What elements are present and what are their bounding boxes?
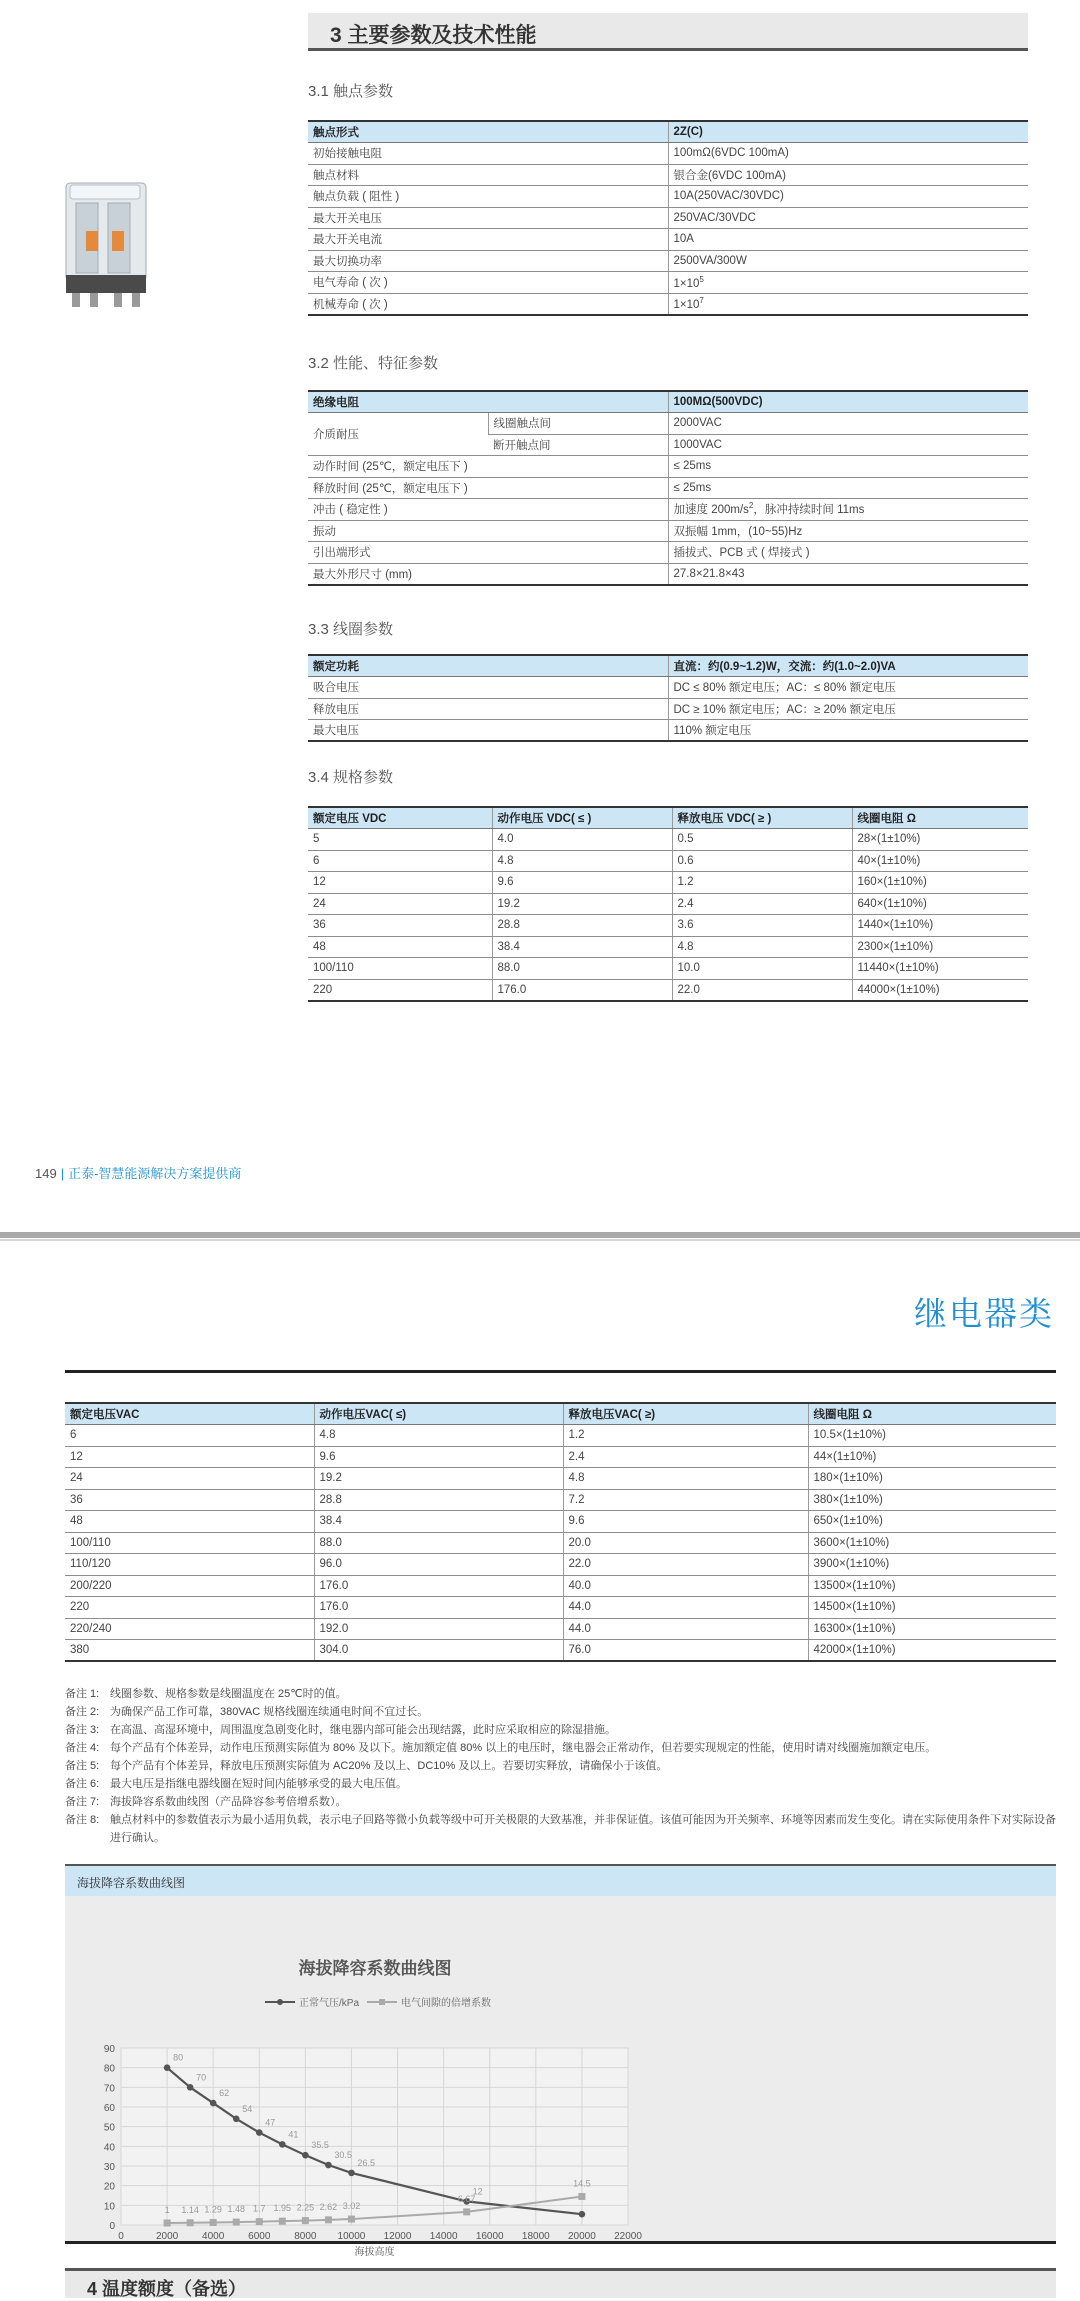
cell: 2.4: [672, 893, 852, 915]
data-label: 26.5: [357, 2157, 375, 2168]
note-item: [65, 1793, 1060, 1811]
data-point: [233, 2219, 240, 2226]
header-cell: 释放电压VAC( ≥): [563, 1403, 808, 1425]
note-key: 备注 5:: [65, 1760, 100, 1772]
header-cell: 额定功耗: [308, 655, 668, 677]
data-point: [325, 2216, 332, 2223]
cell: 38.4: [492, 936, 672, 958]
x-tick-label: 12000: [383, 2231, 412, 2242]
cell: DC ≥ 10% 额定电压；AC：≥ 20% 额定电压: [668, 698, 1028, 720]
table-row: [308, 936, 1028, 958]
cell: DC ≤ 80% 额定电压；AC：≤ 80% 额定电压: [668, 677, 1028, 699]
chart-panel: [65, 1864, 1056, 2258]
chart-panel-title: 海拔降容系数曲线图: [77, 1876, 186, 1890]
page-divider: [0, 1232, 1080, 1238]
cell: 6: [65, 1425, 314, 1447]
table-row: [308, 542, 1028, 564]
data-label: 6.67: [457, 2193, 476, 2204]
cell: 380×(1±10%): [808, 1489, 1056, 1511]
table-row: [308, 915, 1028, 937]
table-header-row: [308, 655, 1028, 677]
cell: 2500VA/300W: [668, 250, 1028, 272]
data-label: 54: [242, 2103, 253, 2114]
cell: 6: [308, 850, 492, 872]
section-title: 3 主要参数及技术性能: [330, 24, 537, 47]
cell: 吸合电压: [308, 677, 668, 699]
cell: 1440×(1±10%): [852, 915, 1028, 937]
data-point: [302, 2152, 309, 2159]
data-label: 1.7: [253, 2203, 266, 2214]
table-row: [308, 958, 1028, 980]
cell: 100mΩ(6VDC 100mA): [668, 143, 1028, 165]
cell: $1\times 10^5$: [668, 272, 1028, 294]
y-tick-label: 20: [103, 2181, 115, 2193]
cell: 0.5: [672, 829, 852, 851]
cell: 加速度 $200m/s^2$，脉冲持续时间 11ms: [668, 499, 1028, 521]
cell: 42000×(1±10%): [808, 1640, 1056, 1662]
cell: 176.0: [492, 979, 672, 1001]
table-row: [308, 499, 1028, 521]
data-label: 3.02: [342, 2201, 361, 2212]
x-tick-label: 8000: [294, 2231, 317, 2242]
cell: 250VAC/30VDC: [668, 207, 1028, 229]
data-point: [279, 2218, 286, 2225]
data-point: [187, 2219, 194, 2226]
table-row: [65, 1618, 1056, 1640]
cell: 最大外形尺寸 (mm): [308, 563, 668, 585]
page-divider-light: [0, 1239, 1080, 1241]
cell: 110% 额定电压: [668, 720, 1028, 742]
header-cell: 额定电压VAC: [65, 1403, 314, 1425]
y-tick-label: 50: [103, 2122, 115, 2134]
data-point: [210, 2100, 217, 2107]
data-label: 30.5: [334, 2150, 352, 2161]
x-tick-label: 2000: [155, 2231, 179, 2242]
cell: 110/120: [65, 1554, 314, 1576]
table-row: [308, 272, 1028, 294]
header-cell: 触点形式: [308, 121, 668, 143]
table-row: [308, 477, 1028, 499]
legend-marker: [277, 1999, 283, 2005]
x-tick-label: 10000: [337, 2231, 366, 2242]
table-row: [65, 1554, 1056, 1576]
y-tick-label: 80: [103, 2063, 115, 2075]
table-row: [308, 979, 1028, 1001]
x-tick-label: 20000: [568, 2231, 596, 2242]
y-tick-label: 30: [103, 2162, 115, 2173]
note-key: 备注 7:: [65, 1796, 100, 1808]
data-label: 1.95: [273, 2203, 292, 2214]
coil-params-heading: 3.3 线圈参数: [308, 621, 394, 638]
note-item: [65, 1757, 1060, 1775]
y-tick-label: 40: [103, 2142, 115, 2154]
cell: 192.0: [314, 1618, 563, 1640]
cell: 76.0: [563, 1640, 808, 1662]
table-row: [308, 207, 1028, 229]
note-key: 备注 4:: [65, 1742, 100, 1754]
table-row: [308, 563, 1028, 585]
page-footer: [35, 1163, 241, 1182]
cell: 3900×(1±10%): [808, 1554, 1056, 1576]
cell: 220: [308, 979, 492, 1001]
cell: 12: [65, 1446, 314, 1468]
table-header-row: [308, 121, 1028, 143]
data-point: [348, 2216, 355, 2223]
cell: 插拔式、PCB 式 ( 焊接式 ): [668, 542, 1028, 564]
table-row: [308, 872, 1028, 894]
note-item: [65, 1685, 1060, 1703]
table-row: [308, 186, 1028, 208]
cell: 19.2: [492, 893, 672, 915]
note-key: 备注 3:: [65, 1724, 100, 1736]
cell: 88.0: [314, 1532, 563, 1554]
spec-ac-table: [65, 1402, 1056, 1662]
cell: 13500×(1±10%): [808, 1575, 1056, 1597]
table-row: [308, 164, 1028, 186]
cell: 44.0: [563, 1597, 808, 1619]
header-cell: 线圈电阻 Ω: [808, 1403, 1056, 1425]
cell: 220: [65, 1597, 314, 1619]
legend-marker: [379, 1999, 385, 2005]
cell: 12: [308, 872, 492, 894]
cell: $1\times 10^7$: [668, 293, 1028, 315]
data-point: [325, 2162, 332, 2169]
cell: 180×(1±10%): [808, 1468, 1056, 1490]
cell: 28.8: [492, 915, 672, 937]
table-row: [65, 1640, 1056, 1662]
note-text: 每个产品有个体差异，释放电压预测实际值为 AC20% 及以上、DC10% 及以上。若要切实释放，请确保小于该值。: [110, 1760, 668, 1772]
table-header-row: [308, 391, 1028, 413]
note-text: 为确保产品工作可靠，380VAC 规格线圈连续通电时间不宜过长。: [110, 1706, 429, 1718]
next-section-title: 4 温度额度（备选）: [87, 2279, 247, 2299]
cell: 3.6: [672, 915, 852, 937]
cell: 28.8: [314, 1489, 563, 1511]
cell: 20.0: [563, 1532, 808, 1554]
performance-params-heading: 3.2 性能、特征参数: [308, 355, 439, 372]
spec-params-heading: 3.4 规格参数: [308, 769, 394, 786]
cell: 36: [308, 915, 492, 937]
cell: 100/110: [65, 1532, 314, 1554]
cell: 380: [65, 1640, 314, 1662]
x-tick-label: 18000: [521, 2231, 550, 2242]
cell: 1.2: [672, 872, 852, 894]
page-number: 149: [35, 1166, 57, 1181]
data-label: 2.25: [296, 2202, 315, 2213]
note-text: 海拔降容系数曲线图（产品降容参考倍增系数）。: [110, 1796, 347, 1808]
data-point: [579, 2211, 586, 2218]
cell: 1000VAC: [668, 434, 1028, 456]
category-title: 继电器类: [914, 1295, 1054, 1332]
cell: 27.8×21.8×43: [668, 563, 1028, 585]
data-point: [578, 2193, 585, 2200]
performance-params-table: [308, 390, 1028, 586]
table-row: [308, 698, 1028, 720]
data-point: [164, 2064, 171, 2071]
cell: 0.6: [672, 850, 852, 872]
cell: 10.5×(1±10%): [808, 1425, 1056, 1447]
note-key: 备注 6:: [65, 1778, 100, 1790]
note-item: [65, 1739, 1060, 1757]
note-item: [65, 1811, 1060, 1847]
legend-label: 正常气压/kPa: [299, 1998, 360, 2009]
cell: 振动: [308, 520, 668, 542]
x-tick-label: 16000: [475, 2231, 504, 2242]
cell: 释放时间 (25℃，额定电压下 ): [308, 477, 668, 499]
table-row: [308, 677, 1028, 699]
table-row: [65, 1532, 1056, 1554]
data-point: [302, 2217, 309, 2224]
note-item: [65, 1703, 1060, 1721]
table-row: [308, 720, 1028, 742]
header-cell: 额定电压 VDC: [308, 807, 492, 829]
coil-params-table: [308, 654, 1028, 742]
note-key: 备注 1:: [65, 1688, 100, 1700]
cell: 24: [308, 893, 492, 915]
cell: 48: [65, 1511, 314, 1533]
header-cell: 动作电压 VDC( ≤ ): [492, 807, 672, 829]
legend-label: 电气间隙的倍增系数: [401, 1998, 491, 2009]
note-text: 触点材料中的参数值表示为最小适用负载，表示电子回路等微小负载等级中可开关极限的大致基准，并非保证值。该值可能因为开关频率、环境等因素而发生变化。请在实际使用条件下对实际设备进行确认。: [110, 1814, 1056, 1844]
x-tick-label: 0: [118, 2231, 124, 2242]
header-cell: 动作电压VAC( ≤): [314, 1403, 563, 1425]
data-label: 35.5: [311, 2140, 329, 2151]
cell: 88.0: [492, 958, 672, 980]
cell: 22.0: [672, 979, 852, 1001]
data-label: 12: [472, 2186, 483, 2197]
cell: 9.6: [563, 1511, 808, 1533]
data-label: 62: [219, 2088, 230, 2099]
cell: 线圈触点间: [488, 413, 668, 435]
y-tick-label: 10: [103, 2201, 115, 2213]
note-text: 最大电压是指继电器线圈在短时间内能够承受的最大电压值。: [110, 1778, 407, 1790]
table-row: [65, 1597, 1056, 1619]
cell: 38.4: [314, 1511, 563, 1533]
table-row: [308, 229, 1028, 251]
y-tick-label: 70: [103, 2083, 115, 2095]
cell: 640×(1±10%): [852, 893, 1028, 915]
cell: 4.8: [563, 1468, 808, 1490]
cell: 22.0: [563, 1554, 808, 1576]
x-tick-label: 14000: [429, 2231, 458, 2242]
table-header-row: [308, 807, 1028, 829]
cell: 最大开关电流: [308, 229, 668, 251]
cell: 1.2: [563, 1425, 808, 1447]
cell: 44.0: [563, 1618, 808, 1640]
section-banner: [308, 13, 1028, 51]
x-axis-label: 海拔高度: [354, 2247, 395, 2258]
top-rule: [65, 1370, 1056, 1373]
cell: 650×(1±10%): [808, 1511, 1056, 1533]
cell: 2000VAC: [668, 413, 1028, 435]
y-tick-label: 60: [103, 2103, 115, 2114]
y-tick-label: 0: [109, 2221, 115, 2232]
cell: 176.0: [314, 1597, 563, 1619]
data-label: 1.29: [204, 2204, 222, 2215]
cell: 4.0: [492, 829, 672, 851]
data-point: [279, 2141, 286, 2148]
header-cell: 线圈电阻 Ω: [852, 807, 1028, 829]
chart-title: 海拔降容系数曲线图: [298, 1959, 452, 1978]
cell: 10A(250VAC/30VDC): [668, 186, 1028, 208]
cell: 10.0: [672, 958, 852, 980]
contact-params-table: [308, 120, 1028, 316]
x-tick-label: 6000: [248, 2231, 271, 2242]
cell: 100/110: [308, 958, 492, 980]
cell: 双振幅 1mm，(10~55)Hz: [668, 520, 1028, 542]
cell: 释放电压: [308, 698, 668, 720]
cell: 24: [65, 1468, 314, 1490]
data-point: [187, 2084, 194, 2091]
cell: 11440×(1±10%): [852, 958, 1028, 980]
cell: 14500×(1±10%): [808, 1597, 1056, 1619]
cell: 16300×(1±10%): [808, 1618, 1056, 1640]
data-label: 41: [288, 2129, 299, 2140]
data-point: [233, 2116, 240, 2123]
footer-separator: |: [60, 1166, 65, 1181]
cell: 19.2: [314, 1468, 563, 1490]
cell: 304.0: [314, 1640, 563, 1662]
note-key: 备注 2:: [65, 1706, 100, 1718]
cell: 2.4: [563, 1446, 808, 1468]
cell: 动作时间 (25℃，额定电压下 ): [308, 456, 668, 478]
cell: 4.8: [492, 850, 672, 872]
data-label: 1.48: [227, 2204, 245, 2215]
note-text: 每个产品有个体差异，动作电压预测实际值为 80% 及以下。施加额定值 80% 以上的电压时，继电器会正常动作，但若要实现规定的性能，使用时请对线圈施加额定电压。: [110, 1742, 937, 1754]
cell: 初始接触电阻: [308, 143, 668, 165]
cell: 9.6: [492, 872, 672, 894]
cell: 36: [65, 1489, 314, 1511]
cell: 机械寿命 ( 次 ): [308, 293, 668, 315]
cell: 4.8: [314, 1425, 563, 1447]
cell: 48: [308, 936, 492, 958]
contact-params-heading: 3.1 触点参数: [308, 83, 394, 100]
cell: 最大电压: [308, 720, 668, 742]
table-row: [308, 250, 1028, 272]
cell: 引出端形式: [308, 542, 668, 564]
table-row: [308, 143, 1028, 165]
chart-panel-header: [65, 1864, 1056, 1896]
table-row: [308, 413, 1028, 435]
header-cell: 直流：约(0.9~1.2)W，交流：约(1.0~2.0)VA: [668, 655, 1028, 677]
cell: 40.0: [563, 1575, 808, 1597]
table-header-row: [65, 1403, 1056, 1425]
x-tick-label: 22000: [614, 2231, 642, 2242]
table-row: [65, 1446, 1056, 1468]
cell: 96.0: [314, 1554, 563, 1576]
y-tick-label: 90: [103, 2044, 115, 2055]
cell: 9.6: [314, 1446, 563, 1468]
data-label: 80: [173, 2052, 184, 2063]
cell: 44000×(1±10%): [852, 979, 1028, 1001]
cell: 2300×(1±10%): [852, 936, 1028, 958]
cell: 冲击 ( 稳定性 ): [308, 499, 668, 521]
cell: 28×(1±10%): [852, 829, 1028, 851]
table-row: [65, 1575, 1056, 1597]
header-cell: 释放电压 VDC( ≥ ): [672, 807, 852, 829]
data-point: [164, 2220, 171, 2227]
cell: ≤ 25ms: [668, 477, 1028, 499]
data-point: [256, 2218, 263, 2225]
footer-brand: 正泰-智慧能源解决方案提供商: [68, 1166, 242, 1181]
note-item: [65, 1775, 1060, 1793]
data-point: [348, 2170, 355, 2177]
cell: ≤ 25ms: [668, 456, 1028, 478]
note-text: 线圈参数、规格参数是线圈温度在 25℃时的值。: [110, 1688, 347, 1700]
cell: 5: [308, 829, 492, 851]
table-row: [65, 1511, 1056, 1533]
note-key: 备注 8:: [65, 1814, 100, 1826]
table-row: [308, 829, 1028, 851]
table-row: [65, 1489, 1056, 1511]
cell: 介质耐压: [308, 413, 488, 456]
cell: 电气寿命 ( 次 ): [308, 272, 668, 294]
table-row: [308, 520, 1028, 542]
table-row: [308, 893, 1028, 915]
cell: 4.8: [672, 936, 852, 958]
table-row: [308, 850, 1028, 872]
next-section-banner: [65, 2268, 1056, 2298]
altitude-derating-chart: [65, 1896, 1056, 2258]
cell: 176.0: [314, 1575, 563, 1597]
header-cell: 2Z(C): [668, 121, 1028, 143]
cell: 触点材料: [308, 164, 668, 186]
table-row: [65, 1425, 1056, 1447]
notes-list: [65, 1685, 1060, 1847]
cell: 断开触点间: [488, 434, 668, 456]
data-label: 70: [196, 2072, 207, 2083]
cell: 40×(1±10%): [852, 850, 1028, 872]
data-label: 1: [164, 2205, 170, 2216]
cell: 7.2: [563, 1489, 808, 1511]
cell: 160×(1±10%): [852, 872, 1028, 894]
data-label: 14.5: [573, 2178, 591, 2189]
spec-dc-table: [308, 806, 1028, 1002]
cell: 200/220: [65, 1575, 314, 1597]
cell: 触点负载 ( 阻性 ): [308, 186, 668, 208]
table-row: [65, 1468, 1056, 1490]
note-item: [65, 1721, 1060, 1739]
cell: 3600×(1±10%): [808, 1532, 1056, 1554]
data-label: 1.14: [181, 2204, 199, 2215]
data-point: [256, 2129, 263, 2136]
table-row: [308, 456, 1028, 478]
data-point: [463, 2208, 470, 2215]
cell: 10A: [668, 229, 1028, 251]
cell: 最大开关电压: [308, 207, 668, 229]
data-label: 2.62: [319, 2201, 338, 2212]
data-label: 47: [265, 2117, 276, 2128]
header-cell: 绝缘电阻: [308, 391, 668, 413]
table-row: [308, 293, 1028, 315]
cell: 44×(1±10%): [808, 1446, 1056, 1468]
relay-product-image: [56, 175, 156, 325]
data-point: [210, 2219, 217, 2226]
cell: 220/240: [65, 1618, 314, 1640]
header-cell: 100MΩ(500VDC): [668, 391, 1028, 413]
cell: 银合金(6VDC 100mA): [668, 164, 1028, 186]
x-tick-label: 4000: [202, 2231, 225, 2242]
note-text: 在高温、高湿环境中，周围温度急剧变化时，继电器内部可能会出现结露，此时应采取相应的除湿措施。: [110, 1724, 616, 1736]
cell: 最大切换功率: [308, 250, 668, 272]
